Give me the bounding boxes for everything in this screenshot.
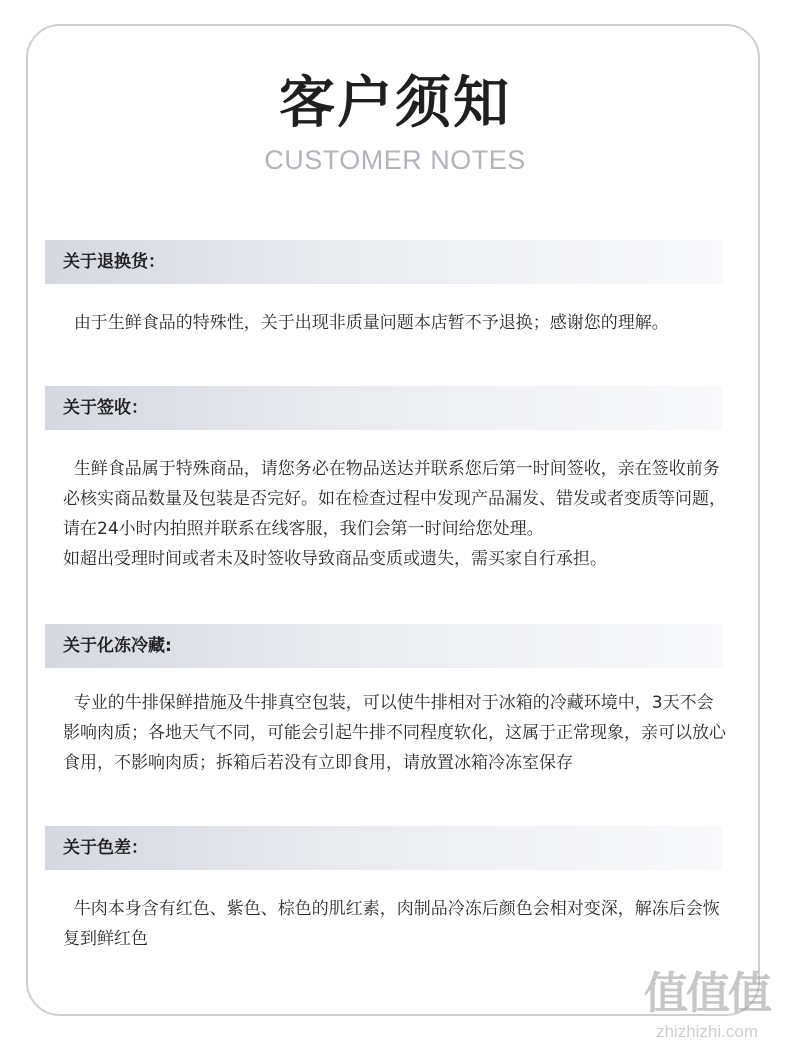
watermark-logo: 值值值 (644, 968, 770, 1019)
section-paragraph: 由于生鲜食品的特殊性，关于出现非质量问题本店暂不予退换；感谢您的理解。 (63, 313, 669, 333)
section-header-returns (45, 240, 723, 284)
section-title-thawing: 关于化冻冷藏: (63, 636, 172, 656)
page-title: 客户须知 (279, 71, 511, 136)
section-paragraph: 专业的牛排保鲜措施及牛排真空包装，可以使牛排相对于冰箱的冷藏环境中，3天不会影响肉质；各地天气不同，可能会引起牛排不同程度软化，这属于正常现象，亲可以放心食用，不影响肉质；拆箱后若没有立即食用，请放置冰箱冷冻室保存 (63, 693, 726, 773)
section-body-returns (63, 308, 727, 338)
section-body-color (63, 894, 727, 954)
section-header-color (45, 826, 723, 870)
section-title-returns: 关于退换货： (63, 252, 165, 272)
section-header-receipt (45, 386, 723, 430)
watermark (632, 968, 782, 1054)
section-paragraph: 牛肉本身含有红色、紫色、棕色的肌红素，肉制品冷冻后颜色会相对变深，解冻后会恢复到鲜红色 (63, 899, 720, 949)
section-paragraph: 如超出受理时间或者未及时签收导致商品变质或遗失，需买家自行承担。 (63, 549, 607, 569)
section-paragraph: 生鲜食品属于特殊商品，请您务必在物品送达并联系您后第一时间签收，亲在签收前务必核实商品数量及包装是否完好。如在检查过程中发现产品漏发、错发或者变质等问题，请在24小时内拍照并联系在线客服，我们会第一时间给您处理。 (63, 459, 726, 539)
section-title-color: 关于色差： (63, 838, 148, 858)
page-subtitle: CUSTOMER NOTES (264, 145, 526, 175)
section-header-thawing (45, 624, 723, 668)
section-body-thawing (63, 688, 727, 778)
watermark-url: zhizhizhi.com (655, 1022, 759, 1041)
section-title-receipt: 关于签收： (63, 398, 148, 418)
section-body-receipt (63, 454, 727, 574)
